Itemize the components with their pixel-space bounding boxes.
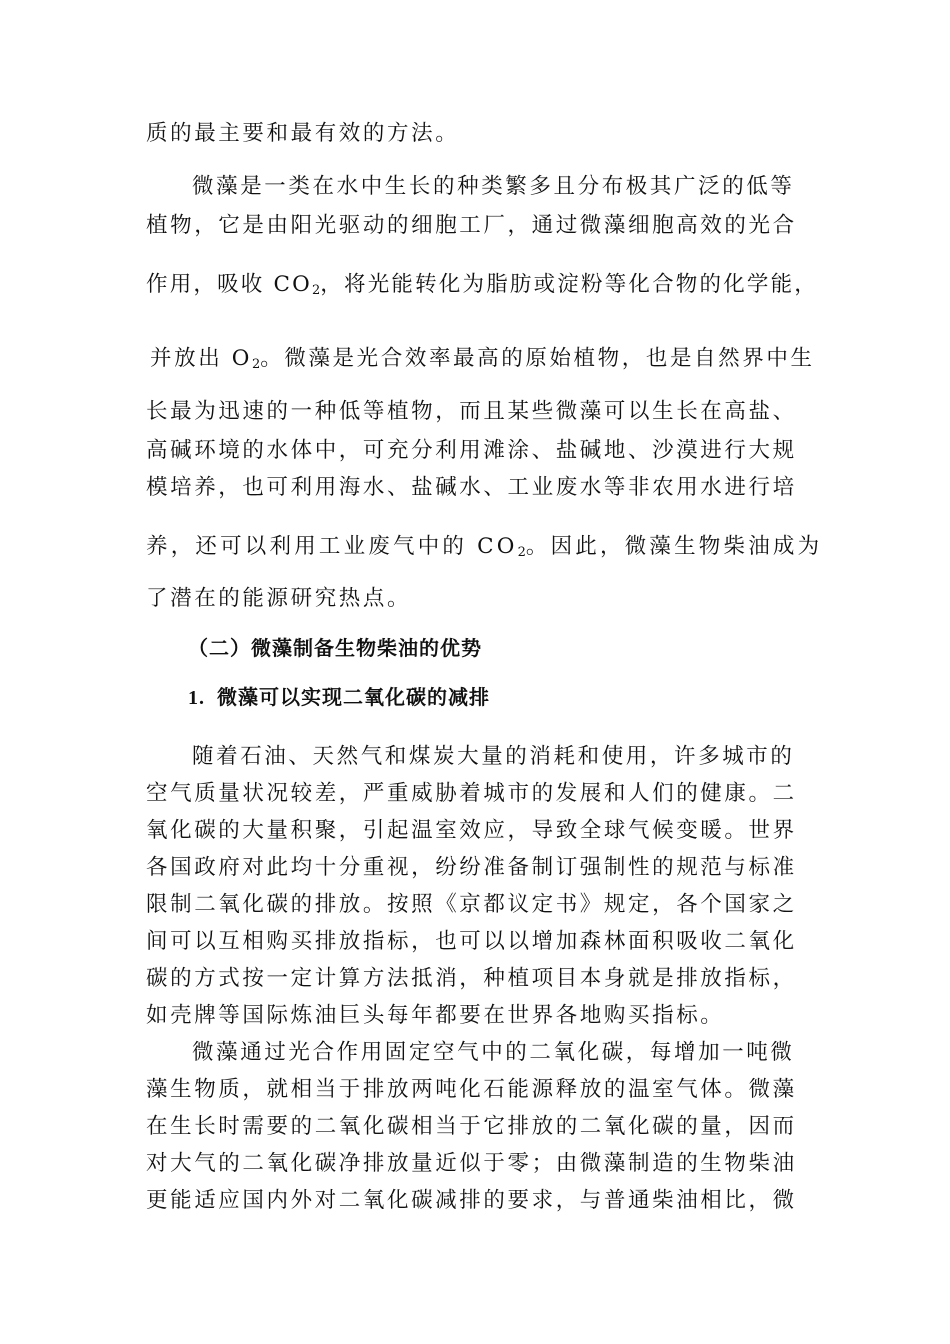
text-line: 高碱环境的水体中，可充分利用滩涂、盐碱地、沙漠进行大规	[146, 438, 797, 463]
text-segment: 。因此，微藻生物柴油成为	[525, 534, 823, 559]
text-line-with-subscript	[146, 271, 818, 305]
text-line: 如壳牌等国际炼油巨头每年都要在世界各地购买指标。	[146, 1003, 725, 1028]
text-line: 各国政府对此均十分重视，纷纷准备制订强制性的规范与标准	[146, 855, 797, 880]
text-segment: 。微藻是光合效率最高的原始植物，也是自然界中生	[260, 346, 815, 371]
subscript: 2	[517, 545, 526, 560]
subsection-title: 微藻可以实现二氧化碳的减排	[217, 685, 490, 709]
text-line: 了潜在的能源研究热点。	[146, 586, 412, 611]
text-line: 更能适应国内外对二氧化碳减排的要求，与普通柴油相比，微	[146, 1188, 797, 1213]
text-line: 藻生物质，就相当于排放两吨化石能源释放的温室气体。微藻	[146, 1077, 797, 1102]
text-line: 空气质量状况较差，严重威胁着城市的发展和人们的健康。二	[146, 781, 797, 806]
text-line: 质的最主要和最有效的方法。	[146, 121, 460, 146]
subsection-heading	[188, 683, 490, 712]
text-line: 微藻通过光合作用固定空气中的二氧化碳，每增加一吨微	[192, 1040, 795, 1065]
section-heading: （二）微藻制备生物柴油的优势	[188, 636, 482, 660]
text-line: 在生长时需要的二氧化碳相当于它排放的二氧化碳的量，因而	[146, 1114, 797, 1139]
text-line-with-subscript	[150, 345, 815, 379]
text-line: 氧化碳的大量积聚，引起温室效应，导致全球气候变暖。世界	[146, 818, 797, 843]
text-line: 间可以互相购买排放指标，也可以以增加森林面积吸收二氧化	[146, 929, 797, 954]
text-line: 长最为迅速的一种低等植物，而且某些微藻可以生长在高盐、	[146, 399, 797, 424]
text-segment: ，将光能转化为脂肪或淀粉等化合物的化学能，	[320, 272, 818, 297]
text-line: 植物，它是由阳光驱动的细胞工厂，通过微藻细胞高效的光合	[146, 213, 797, 238]
text-line: 微藻是一类在水中生长的种类繁多且分布极其广泛的低等	[192, 174, 795, 199]
text-line-with-subscript	[146, 533, 822, 567]
text-line: 限制二氧化碳的排放。按照《京都议定书》规定，各个国家之	[146, 892, 797, 917]
text-segment: 并放出 O	[150, 346, 252, 371]
text-line: 对大气的二氧化碳净排放量近似于零；由微藻制造的生物柴油	[146, 1151, 797, 1176]
subscript: 2	[312, 283, 321, 298]
text-segment: 养，还可以利用工业废气中的 CO	[146, 534, 518, 559]
subscript: 2	[251, 357, 261, 372]
text-line: 模培养，也可利用海水、盐碱水、工业废水等非农用水进行培	[146, 475, 797, 500]
text-line: 碳的方式按一定计算方法抵消，种植项目本身就是排放指标，	[146, 966, 797, 991]
text-line: 随着石油、天然气和煤炭大量的消耗和使用，许多城市的	[192, 744, 795, 769]
text-segment: 作用，吸收 CO	[146, 272, 313, 297]
subsection-number: 1.	[188, 687, 205, 709]
